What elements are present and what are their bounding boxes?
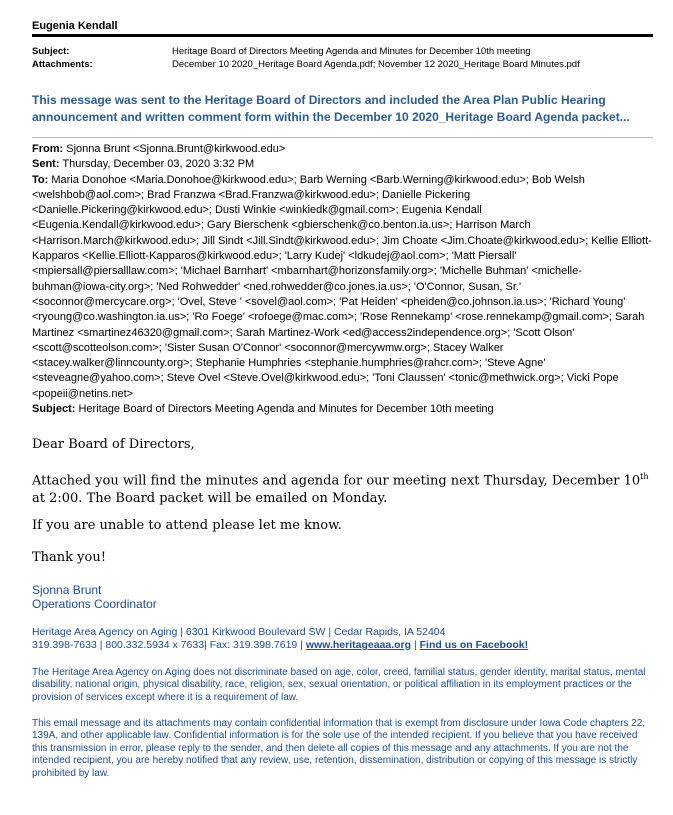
sent-line: Sent: Thursday, December 03, 2020 3:32 PM <box>32 158 255 171</box>
signature-title: Operations Coordinator <box>32 597 157 611</box>
from-line: From: Sjonna Brunt <Sjonna.Brunt@kirkwood.edu> <box>32 143 286 155</box>
mailbox-owner: Eugenia Kendall <box>32 20 118 32</box>
subject-value: Heritage Board of Directors Meeting Agenda and Minutes for December 10th meeting <box>172 46 531 57</box>
closing: Thank you! <box>32 550 106 565</box>
sent-value: Thursday, December 03, 2020 3:32 PM <box>62 158 255 171</box>
subject-line-value: Heritage Board of Directors Meeting Agenda and Minutes for December 10th meeting <box>78 403 494 416</box>
subject-label: Subject: <box>32 46 70 57</box>
body-paragraph-1: Attached you will find the minutes and agenda for our meeting next Thursday, December 10th at 2:00. The Board packet will be emailed on Monday. <box>32 472 649 507</box>
nondiscrimination-statement: The Heritage Area Agency on Aging does not discriminate based on age, color, creed, familial status, gender identity, marital status, mental disability, national origin, physical disability, race, religion, sex, sexual orientation, or political affiliation in its employment practices or the provision of services except where it is a requirement of law. <box>32 667 646 703</box>
agency-phone-line: 319.398-7633 | 800.332.5934 x 7633| Fax: 319.398.7619 | www.heritageaaa.org | Find us on Facebook! <box>32 639 529 651</box>
to-recipients: Maria Donohoe <Maria.Donohoe@kirkwood.edu>; Barb Werning <Barb.Werning@kirkwood.edu>; Bob Welsh <welshbob@aol.com>; Brad Franzwa <Brad.Franzwa@kirkwood.edu>; Danielle Pickering <Danielle.Pickering@kirkwood.edu>; Dusti Winkie <winkiedk@gmail.com>; Eugenia Kendall <Eugenia.Kendall@kirkwood.edu>; Gary Bierschenk <gbierschenk@co.benton.ia.us>; Harrison March <Harrison.March@kirkwood.edu>; Jill Sindt <Jill.Sindt@kirkwood.edu>; Jim Choate <Jim.Choate@kirkwood.edu>; Kellie Elliott-Kapparos <Kellie.Elliott-Kapparos@kirkwood.edu>; 'Larry Kudej' <ldkudej@aol.com>; 'Matt Piersall' <mpiersall@piersalllaw.com>; 'Michael Barnhart' <mbarnhart@horizonsfamily.org>; 'Michelle Buhman' <michelle-buhman@iowa-city.org>; 'Ned Rohwedder' <ned.rohwedder@co.jones.ia.us>; 'O'Connor, Susan, Sr.' <soconnor@mercycare.org>; 'Ovel, Steve ' <sovel@aol.com>; 'Pat Heiden' <pheiden@co.johnson.ia.us>; 'Richard Young' <ryoung@co.washington.ia.us>; 'Ro Foege' <rofoege@mac.com>; 'Rose Rennekamp' <rose.rennekamp@gmail.com>; Sarah Martinez <smartinez46320@gmail.com>; Sarah Martinez-Work <ed@access2independence.org>; 'Scott Olson' <scott@scotteolson.com>; 'Sister Susan O'Connor' <soconnor@mercywmw.org>; Stacey Walker <stacey.walker@linncounty.org>; Stephanie Humphries <stephanie.humphries@rahcr.com>; 'Steve Agne' <steveagne@yahoo.com>; Steve Ovel <Steve.Ovel@kirkwood.edu>; 'Toni Claussen' <tonic@methwick.org>; Vicki Pope <popeii@netins.net> <box>32 173 652 400</box>
forwarded-header <box>32 142 652 417</box>
agency-address: Heritage Area Agency on Aging | 6301 Kirkwood Boulevard SW | Cedar Rapids, IA 52404 <box>32 626 446 638</box>
signature-name: Sjonna Brunt <box>32 583 102 597</box>
notice-divider <box>32 137 653 138</box>
header-divider <box>32 34 653 37</box>
to-line: To: Maria Donohoe <Maria.Donohoe@kirkwood.edu>; Barb Werning <Barb.Werning@kirkwood.edu>; Bob Welsh <welshbob@aol.com>; Brad Franzwa <Brad.Franzwa@kirkwood.edu>; Danielle Pickering <Danielle.Pickering@kirkwood.edu>; Dusti Winkie <winkiedk@gmail.com>; Eugenia Kendall <Eugenia.Kendall@kirkwood.edu>; Gary Bierschenk <gbierschenk@co.benton.ia.us>; Harrison March <Harrison.March@kirkwood.edu>; Jill Sindt <Jill.Sindt@kirkwood.edu>; Jim Choate <Jim.Choate@kirkwood.edu>; Kellie Elliott-Kapparos <Kellie.Elliott-Kapparos@kirkwood.edu>; 'Larry Kudej' <ldkudej@aol.com>; 'Matt Piersall' <mpiersall@piersalllaw.com>; 'Michael Barnhart' <mbarnhart@horizonsfamily.org>; 'Michelle Buhman' <michelle-buhman@iowa-city.org>; 'Ned Rohwedder' <ned.rohwedder@co.jones.ia.us>; 'O'Connor, Susan, Sr.' <soconnor@mercycare.org>; 'Ovel, Steve ' <sovel@aol.com>; 'Pat Heiden' <pheiden@co.johnson.ia.us>; 'Richard Young' <ryoung@co.washington.ia.us>; 'Ro Foege' <rofoege@mac.com>; 'Rose Rennekamp' <rose.rennekamp@gmail.com>; Sarah Martinez <smartinez46320@gmail.com>; Sarah Martinez-Work <ed@access2independence.org>; 'Scott Olson' <scott@scotteolson.com>; 'Sister Susan O'Connor' <soconnor@mercywmw.org>; Stacey Walker <stacey.walker@linncounty.org>; Stephanie Humphries <stephanie.humphries@rahcr.com>; 'Steve Agne' <steveagne@yahoo.com>; Steve Ovel <Steve.Ovel@kirkwood.edu>; 'Toni Claussen' <tonic@methwick.org>; Vicki Pope <popeii@netins.net> <box>32 173 652 400</box>
confidentiality-notice: This email message and its attachments may contain confidential information that is exempt from disclosure under Iowa Code chapters 22, 139A, and other applicable law. Confidential information is for the sole use of the intended recipient. If you believe that you have received this transmission in error, please reply to the sender, and then delete all copies of this message and any attachments. If you are not the intended recipient, you are hereby notified that any review, use, retention, dissemination, distribution or copying of this message is strictly prohibited by law. <box>32 718 646 779</box>
distribution-notice: This message was sent to the Heritage Board of Directors and included the Area Plan Public Hearing announcement and written comment form within the December 10 2020_Heritage Board Agenda packet... <box>32 93 630 124</box>
attachments-label: Attachments: <box>32 59 93 70</box>
from-value: Sjonna Brunt <Sjonna.Brunt@kirkwood.edu> <box>66 143 286 155</box>
attachments-value[interactable]: December 10 2020_Heritage Board Agenda.pdf; November 12 2020_Heritage Board Minutes.pdf <box>172 59 580 70</box>
body-paragraph-2: If you are unable to attend please let me know. <box>32 518 342 533</box>
agency-contact <box>32 626 528 652</box>
subject-line: Subject: Heritage Board of Directors Meeting Agenda and Minutes for December 10th meeting <box>32 403 494 416</box>
facebook-link[interactable]: Find us on Facebook! <box>419 639 529 651</box>
greeting: Dear Board of Directors, <box>32 437 195 452</box>
website-link[interactable]: www.heritageaaa.org <box>305 639 412 651</box>
